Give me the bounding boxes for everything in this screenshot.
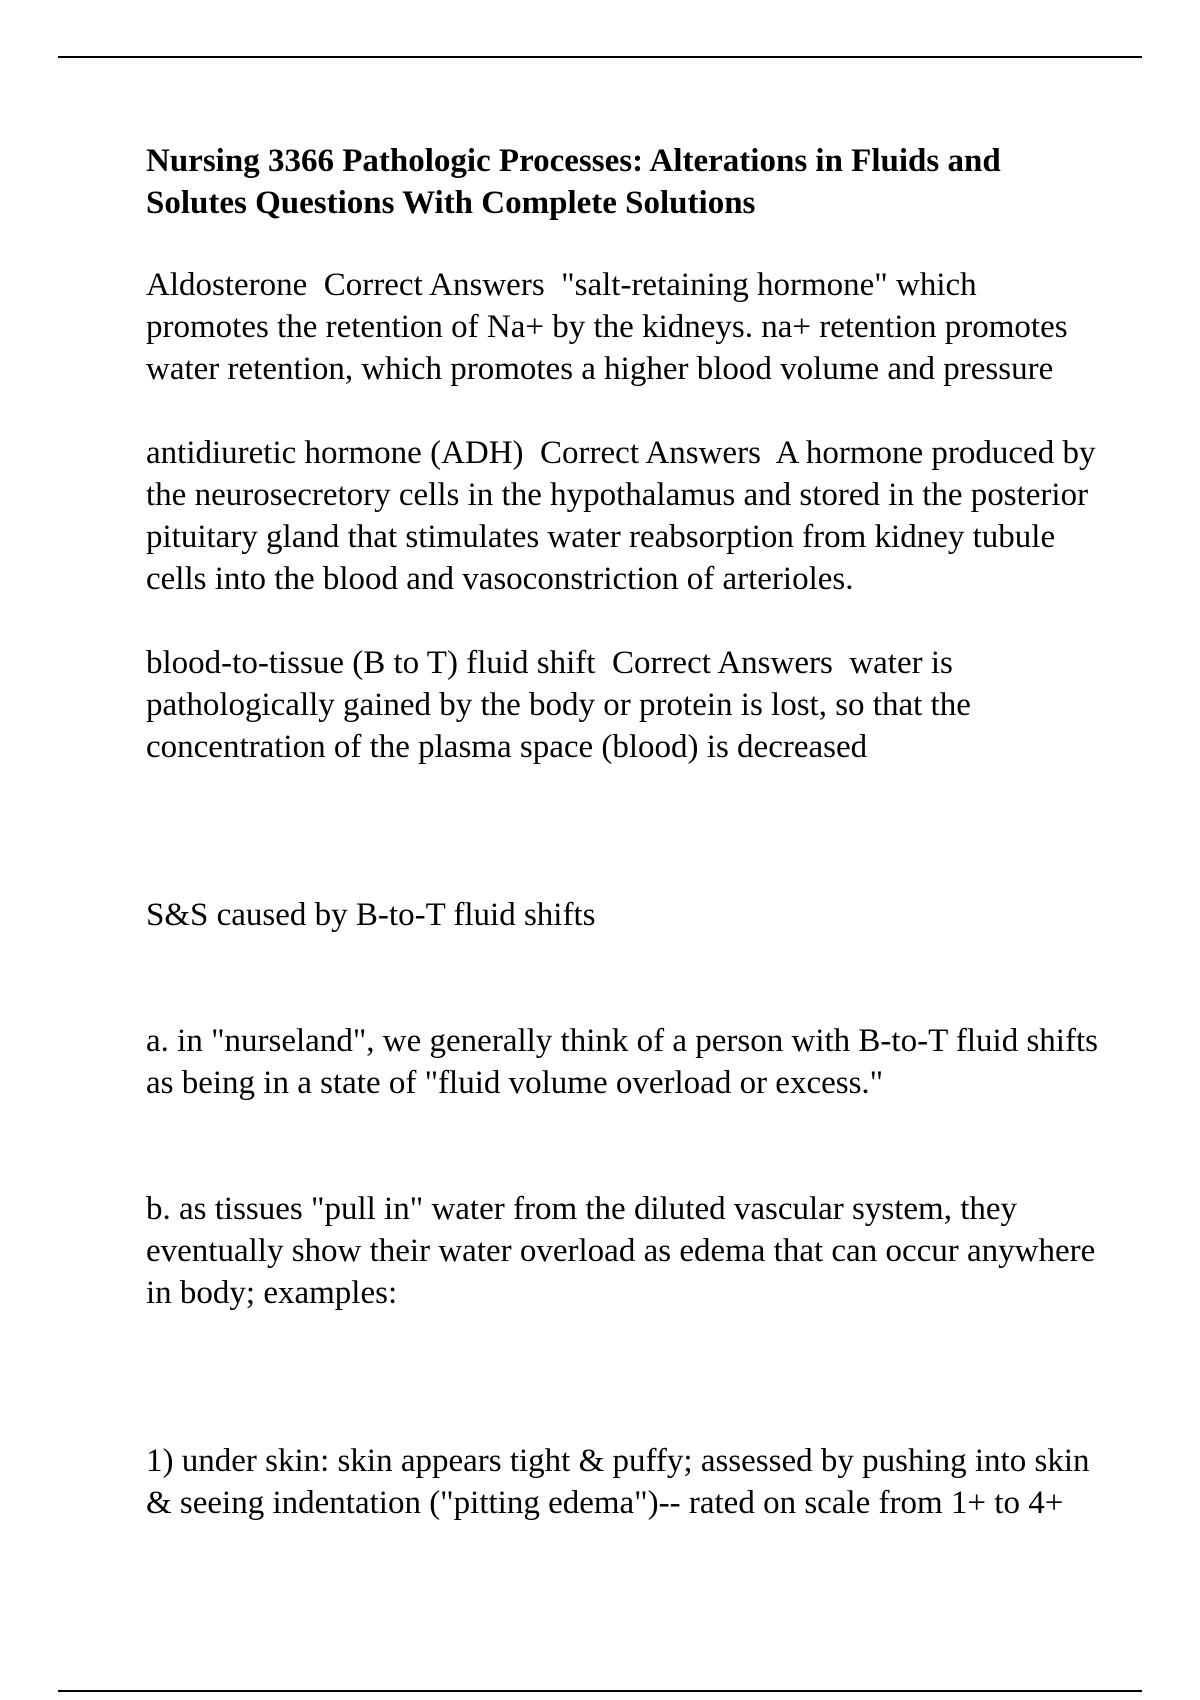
document-body bbox=[146, 140, 1106, 1566]
entry-ss-b-to-t-shifts bbox=[146, 810, 1106, 1398]
entry-point-b: b. as tissues "pull in" water from the diluted vascular system, they eventually show their water overload as edema that can occur anywhere in body; examples: bbox=[146, 1191, 1104, 1311]
entry-under-skin: 1) under skin: skin appears tight & puffy; assessed by pushing into skin & seeing indentation ("pitting edema")-- rated on scale from 1+ to 4+ bbox=[146, 1443, 1098, 1521]
entry-point-a: a. in "nurseland", we generally think of a person with B-to-T fluid shifts as being in a state of "fluid volume overload or excess." bbox=[146, 1023, 1107, 1101]
entry-aldosterone: Aldosterone Correct Answers "salt-retaining hormone" which promotes the retention of Na+ by the kidneys. na+ retention promotes water retention, which promotes a higher blood volume and pressure bbox=[146, 267, 1076, 387]
entry-blood-to-tissue-shift: blood-to-tissue (B to T) fluid shift Correct Answers water is pathologically gained by the body or protein is lost, so that the concentration of the plasma space (blood) is decreased bbox=[146, 645, 980, 765]
bottom-rule bbox=[58, 1690, 1142, 1692]
top-rule bbox=[58, 56, 1142, 58]
entry-heading: S&S caused by B-to-T fluid shifts bbox=[146, 897, 596, 933]
entry-adh: antidiuretic hormone (ADH) Correct Answers A hormone produced by the neurosecretory cells in the hypothalamus and stored in the posterior pituitary gland that stimulates water reabsorption from kidney tubule cells into the blood and vasoconstriction of arterioles. bbox=[146, 435, 1104, 597]
document-title: Nursing 3366 Pathologic Processes: Alterations in Fluids and Solutes Questions With Complete Solutions bbox=[146, 143, 1001, 221]
